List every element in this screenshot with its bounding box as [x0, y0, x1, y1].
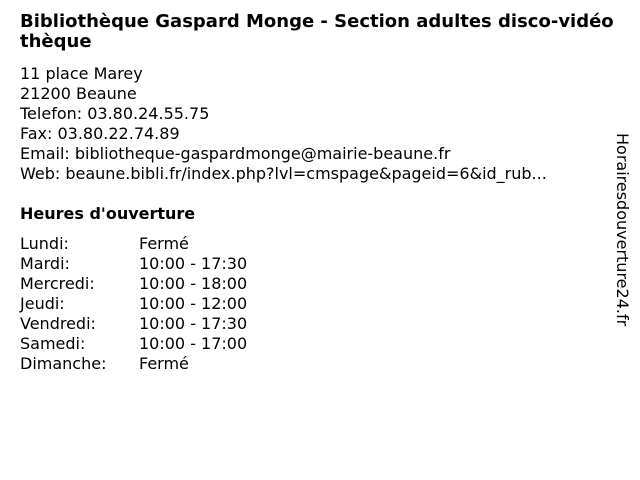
- time-value: 10:00 - 17:00: [139, 334, 248, 353]
- hours-row-wednesday: [20, 274, 247, 294]
- email-address: Email: bibliotheque-gaspardmonge@mairie-beaune.fr: [20, 144, 451, 163]
- time-value: 10:00 - 12:00: [139, 294, 248, 313]
- hours-row-sunday: [20, 354, 247, 374]
- time-value: 10:00 - 17:30: [139, 314, 248, 333]
- day-label: Samedi:: [20, 334, 86, 353]
- site-watermark: Horairesdouverture24.fr: [613, 133, 632, 327]
- time-value: Fermé: [139, 234, 189, 253]
- day-label: Jeudi:: [20, 294, 65, 313]
- day-label: Vendredi:: [20, 314, 96, 333]
- day-label: Mercredi:: [20, 274, 95, 293]
- time-value: 10:00 - 18:00: [139, 274, 248, 293]
- hours-row-thursday: [20, 294, 247, 314]
- address-street: 11 place Marey: [20, 64, 143, 83]
- address-city: 21200 Beaune: [20, 84, 137, 103]
- opening-hours-heading: Heures d'ouverture: [20, 204, 196, 223]
- hours-row-monday: [20, 234, 247, 254]
- opening-hours-table: [20, 234, 247, 374]
- time-value: Fermé: [139, 354, 189, 373]
- website-link[interactable]: Web: beaune.bibli.fr/index.php?lvl=cmspage&pageid=6&id_rub...: [20, 164, 547, 183]
- time-value: 10:00 - 17:30: [139, 254, 248, 273]
- hours-row-friday: [20, 314, 247, 334]
- day-label: Mardi:: [20, 254, 70, 273]
- address-block: [20, 64, 605, 184]
- hours-row-tuesday: [20, 254, 247, 274]
- page-title: Bibliothèque Gaspard Monge - Section adultes disco-vidéothèque: [20, 11, 614, 52]
- day-label: Dimanche:: [20, 354, 107, 373]
- hours-row-saturday: [20, 334, 247, 354]
- day-label: Lundi:: [20, 234, 69, 253]
- phone-number: Telefon: 03.80.24.55.75: [20, 104, 210, 123]
- fax-number: Fax: 03.80.22.74.89: [20, 124, 180, 143]
